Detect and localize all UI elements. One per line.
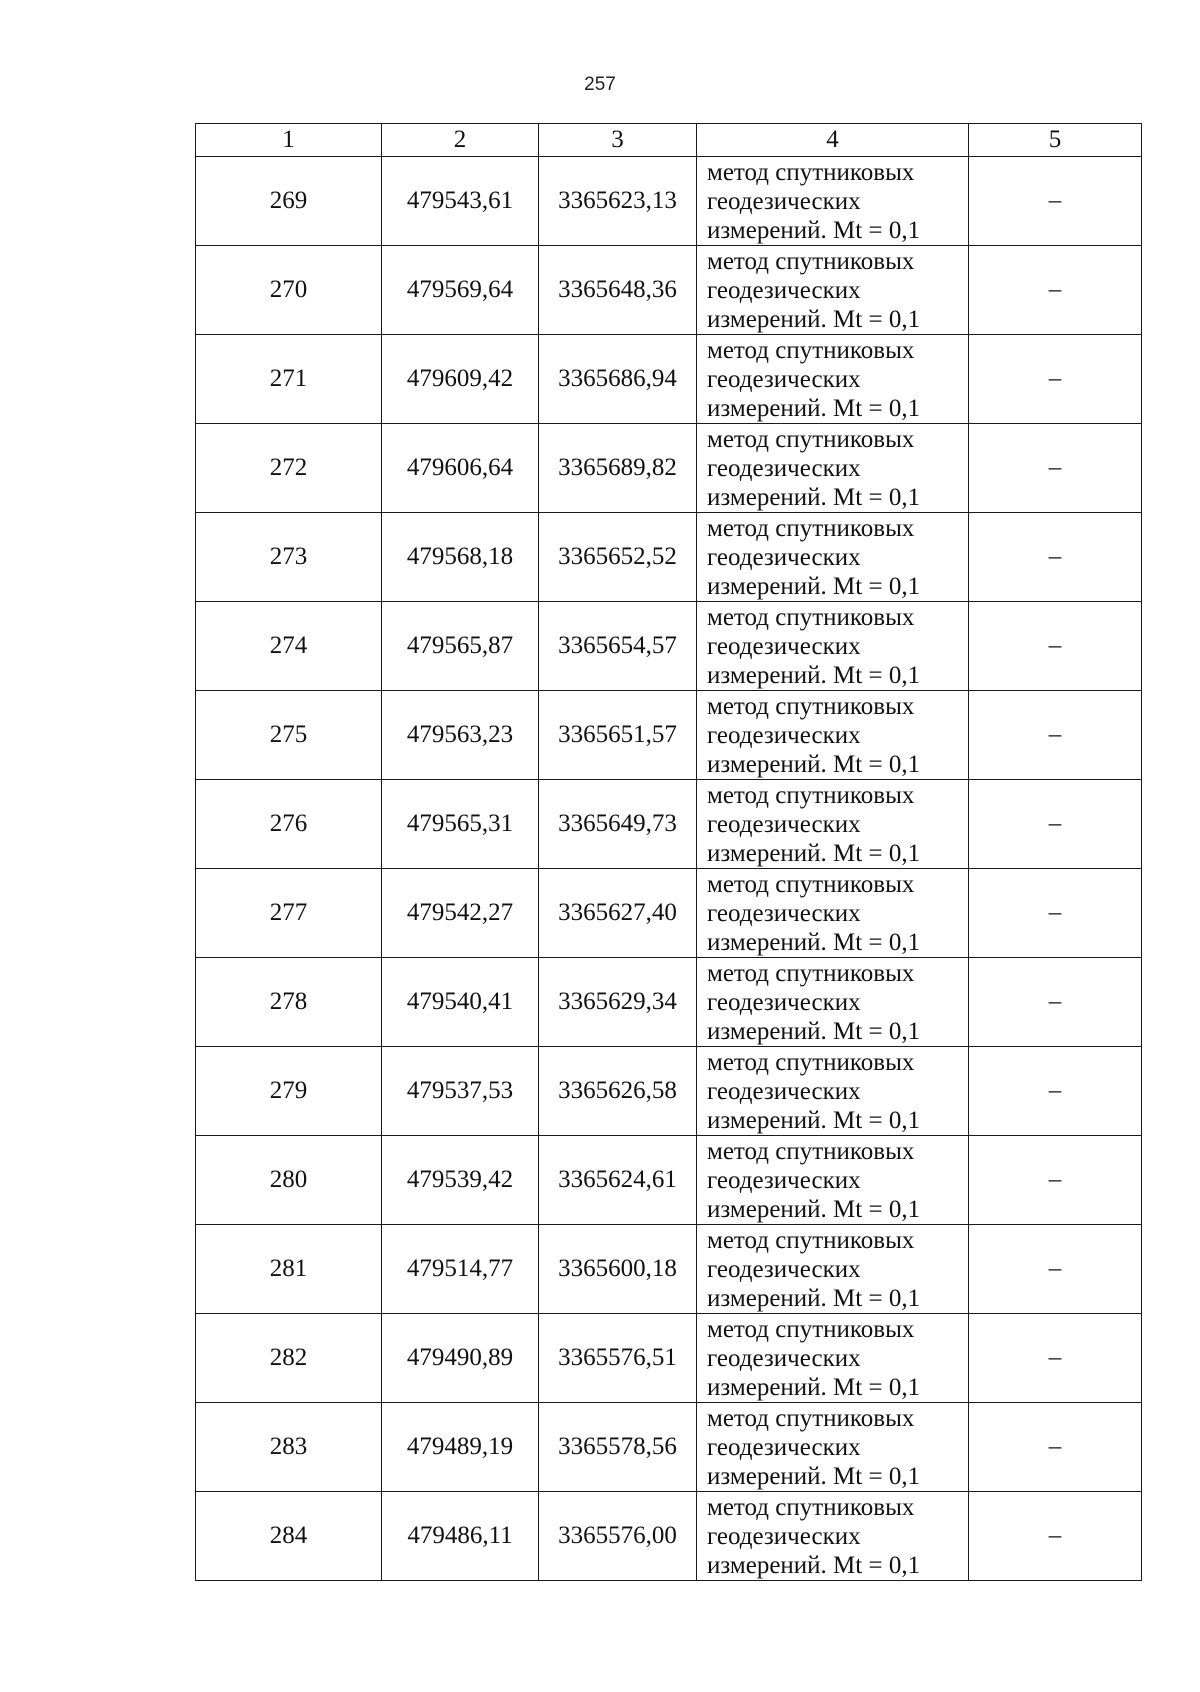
point-number-cell: 274 — [196, 602, 382, 691]
point-number-cell: 283 — [196, 1403, 382, 1492]
table-row — [196, 869, 1142, 958]
note-cell: – — [969, 513, 1142, 602]
note-cell: – — [969, 691, 1142, 780]
y-coordinate-cell: 3365649,73 — [539, 780, 697, 869]
method-cell: метод спутниковых геодезических измерений. Mt = 0,1 — [697, 780, 969, 869]
method-cell: метод спутниковых геодезических измерений. Mt = 0,1 — [697, 602, 969, 691]
table-row — [196, 958, 1142, 1047]
note-cell: – — [969, 869, 1142, 958]
point-number-cell: 275 — [196, 691, 382, 780]
x-coordinate-cell: 479514,77 — [382, 1225, 539, 1314]
method-cell: метод спутниковых геодезических измерений. Mt = 0,1 — [697, 1314, 969, 1403]
method-cell: метод спутниковых геодезических измерений. Mt = 0,1 — [697, 1492, 969, 1581]
x-coordinate-cell: 479568,18 — [382, 513, 539, 602]
table-row — [196, 424, 1142, 513]
table-row — [196, 1225, 1142, 1314]
note-cell: – — [969, 602, 1142, 691]
x-coordinate-cell: 479569,64 — [382, 246, 539, 335]
table-row — [196, 513, 1142, 602]
method-cell: метод спутниковых геодезических измерений. Mt = 0,1 — [697, 157, 969, 246]
note-cell: – — [969, 1492, 1142, 1581]
page-number: 257 — [584, 74, 616, 95]
table-row — [196, 157, 1142, 246]
method-cell: метод спутниковых геодезических измерений. Mt = 0,1 — [697, 513, 969, 602]
y-coordinate-cell: 3365578,56 — [539, 1403, 697, 1492]
column-header-1: 1 — [196, 124, 382, 157]
note-cell: – — [969, 780, 1142, 869]
point-number-cell: 280 — [196, 1136, 382, 1225]
note-cell: – — [969, 1136, 1142, 1225]
y-coordinate-cell: 3365576,00 — [539, 1492, 697, 1581]
method-cell: метод спутниковых геодезических измерений. Mt = 0,1 — [697, 1403, 969, 1492]
x-coordinate-cell: 479486,11 — [382, 1492, 539, 1581]
note-cell: – — [969, 1047, 1142, 1136]
method-cell: метод спутниковых геодезических измерений. Mt = 0,1 — [697, 1136, 969, 1225]
note-cell: – — [969, 958, 1142, 1047]
y-coordinate-cell: 3365576,51 — [539, 1314, 697, 1403]
x-coordinate-cell: 479542,27 — [382, 869, 539, 958]
table-row — [196, 691, 1142, 780]
point-number-cell: 277 — [196, 869, 382, 958]
column-header-4: 4 — [697, 124, 969, 157]
x-coordinate-cell: 479537,53 — [382, 1047, 539, 1136]
note-cell: – — [969, 1403, 1142, 1492]
x-coordinate-cell: 479489,19 — [382, 1403, 539, 1492]
y-coordinate-cell: 3365627,40 — [539, 869, 697, 958]
method-cell: метод спутниковых геодезических измерений. Mt = 0,1 — [697, 958, 969, 1047]
y-coordinate-cell: 3365651,57 — [539, 691, 697, 780]
method-cell: метод спутниковых геодезических измерений. Mt = 0,1 — [697, 869, 969, 958]
method-cell: метод спутниковых геодезических измерений. Mt = 0,1 — [697, 691, 969, 780]
point-number-cell: 279 — [196, 1047, 382, 1136]
x-coordinate-cell: 479565,31 — [382, 780, 539, 869]
point-number-cell: 281 — [196, 1225, 382, 1314]
x-coordinate-cell: 479606,64 — [382, 424, 539, 513]
table-row — [196, 335, 1142, 424]
method-cell: метод спутниковых геодезических измерений. Mt = 0,1 — [697, 246, 969, 335]
y-coordinate-cell: 3365652,52 — [539, 513, 697, 602]
y-coordinate-cell: 3365648,36 — [539, 246, 697, 335]
y-coordinate-cell: 3365654,57 — [539, 602, 697, 691]
table-row — [196, 602, 1142, 691]
x-coordinate-cell: 479540,41 — [382, 958, 539, 1047]
point-number-cell: 284 — [196, 1492, 382, 1581]
point-number-cell: 269 — [196, 157, 382, 246]
coordinates-table — [195, 123, 1142, 1581]
point-number-cell: 271 — [196, 335, 382, 424]
table-row — [196, 246, 1142, 335]
method-cell: метод спутниковых геодезических измерений. Mt = 0,1 — [697, 1047, 969, 1136]
y-coordinate-cell: 3365686,94 — [539, 335, 697, 424]
table-row — [196, 780, 1142, 869]
point-number-cell: 278 — [196, 958, 382, 1047]
note-cell: – — [969, 424, 1142, 513]
y-coordinate-cell: 3365626,58 — [539, 1047, 697, 1136]
x-coordinate-cell: 479490,89 — [382, 1314, 539, 1403]
table-row — [196, 1314, 1142, 1403]
note-cell: – — [969, 246, 1142, 335]
x-coordinate-cell: 479543,61 — [382, 157, 539, 246]
x-coordinate-cell: 479609,42 — [382, 335, 539, 424]
point-number-cell: 273 — [196, 513, 382, 602]
table-row — [196, 1492, 1142, 1581]
y-coordinate-cell: 3365623,13 — [539, 157, 697, 246]
x-coordinate-cell: 479539,42 — [382, 1136, 539, 1225]
y-coordinate-cell: 3365629,34 — [539, 958, 697, 1047]
point-number-cell: 270 — [196, 246, 382, 335]
table-row — [196, 1136, 1142, 1225]
header-row — [196, 124, 1142, 157]
note-cell: – — [969, 157, 1142, 246]
y-coordinate-cell: 3365624,61 — [539, 1136, 697, 1225]
point-number-cell: 282 — [196, 1314, 382, 1403]
table-row — [196, 1047, 1142, 1136]
column-header-2: 2 — [382, 124, 539, 157]
method-cell: метод спутниковых геодезических измерений. Mt = 0,1 — [697, 1225, 969, 1314]
table-body — [196, 157, 1142, 1581]
y-coordinate-cell: 3365600,18 — [539, 1225, 697, 1314]
y-coordinate-cell: 3365689,82 — [539, 424, 697, 513]
column-header-5: 5 — [969, 124, 1142, 157]
method-cell: метод спутниковых геодезических измерений. Mt = 0,1 — [697, 335, 969, 424]
note-cell: – — [969, 335, 1142, 424]
x-coordinate-cell: 479565,87 — [382, 602, 539, 691]
note-cell: – — [969, 1314, 1142, 1403]
table-row — [196, 1403, 1142, 1492]
x-coordinate-cell: 479563,23 — [382, 691, 539, 780]
point-number-cell: 272 — [196, 424, 382, 513]
note-cell: – — [969, 1225, 1142, 1314]
method-cell: метод спутниковых геодезических измерений. Mt = 0,1 — [697, 424, 969, 513]
point-number-cell: 276 — [196, 780, 382, 869]
column-header-3: 3 — [539, 124, 697, 157]
